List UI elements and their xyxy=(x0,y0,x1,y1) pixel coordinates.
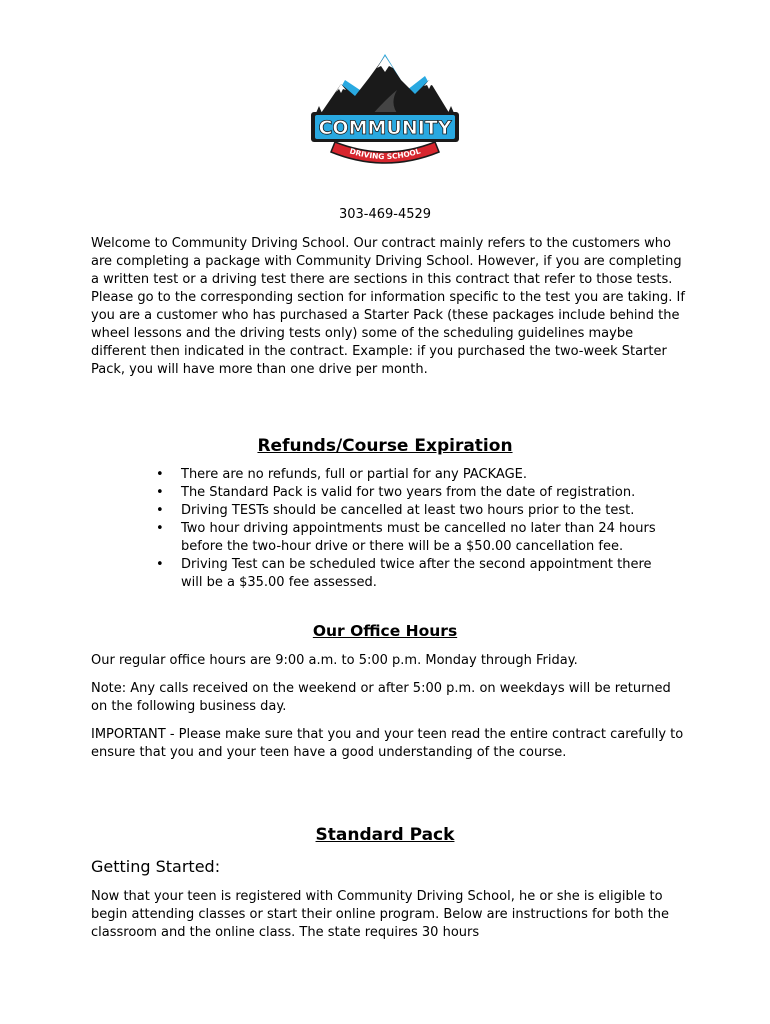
list-item xyxy=(153,556,673,592)
bullet-icon: • xyxy=(156,521,164,536)
refunds-heading: Refunds/Course Expiration xyxy=(257,436,513,456)
list-item xyxy=(153,484,673,502)
logo-brand-text: COMMUNITY xyxy=(318,117,452,139)
community-driving-school-logo xyxy=(305,50,465,170)
important-notice-text: IMPORTANT - Please make sure that you and your teen read the entire contract carefully to ensure that you and your teen have a good understanding of the course. xyxy=(91,727,684,760)
refunds-list xyxy=(153,466,673,592)
list-item-text: Driving TESTs should be cancelled at least two hours prior to the test. xyxy=(181,503,635,518)
bullet-icon: • xyxy=(156,485,164,500)
list-item-text: There are no refunds, full or partial for any PACKAGE. xyxy=(181,467,528,482)
phone-number: 303-469-4529 xyxy=(338,207,432,222)
list-item xyxy=(153,520,673,556)
list-item xyxy=(153,502,673,520)
office-hours-heading: Our Office Hours xyxy=(312,622,458,640)
getting-started-text: Now that your teen is registered with Community Driving School, he or she is eligible to begin attending classes or start their online program. Below are instructions for both the classroom and the online class. The state requires 30 hours xyxy=(91,889,670,940)
intro-paragraph: Welcome to Community Driving School. Our contract mainly refers to the customers who are completing a package with Community Driving School. However, if you are completing a written test or a driving test there are sections in this contract that refer to those tests. Please go to the corresponding section for information specific to the test you are taking. If you are a customer who has purchased a Starter Pack (these packages include behind the wheel lessons and the driving tests only) some of the scheduling guidelines maybe different then indicated in the contract. Example: if you purchased the two-week Starter Pack, you will have more than one drive per month. xyxy=(91,236,685,377)
standard-pack-heading: Standard Pack xyxy=(315,825,455,845)
list-item-text: The Standard Pack is valid for two years from the date of registration. xyxy=(181,485,636,500)
list-item xyxy=(153,466,673,484)
bullet-icon: • xyxy=(156,467,164,482)
bullet-icon: • xyxy=(156,557,164,572)
bullet-icon: • xyxy=(156,503,164,518)
logo-banner-text: DRIVING SCHOOL xyxy=(348,146,422,162)
office-note-text: Note: Any calls received on the weekend or after 5:00 p.m. on weekdays will be returned on the following business day. xyxy=(91,681,671,714)
getting-started-subheading: Getting Started: xyxy=(91,857,221,876)
list-item-text: Driving Test can be scheduled twice after the second appointment there will be a $35.00 fee assessed. xyxy=(181,557,652,590)
office-hours-text: Our regular office hours are 9:00 a.m. to 5:00 p.m. Monday through Friday. xyxy=(91,653,578,668)
list-item-text: Two hour driving appointments must be cancelled no later than 24 hours before the two-hour drive or there will be a $50.00 cancellation fee. xyxy=(181,521,656,554)
